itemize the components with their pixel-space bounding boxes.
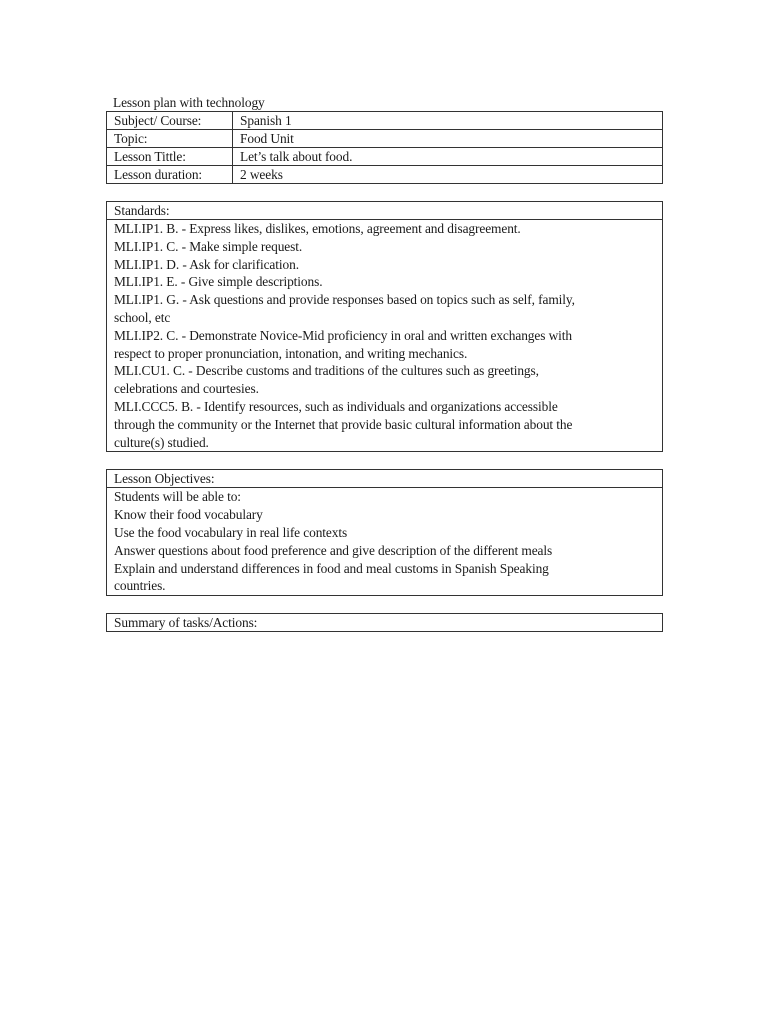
- list-item: respect to proper pronunciation, intonation, and writing mechanics.: [114, 345, 468, 361]
- list-item: MLI.IP1. E. - Give simple descriptions.: [114, 274, 323, 290]
- list-item: MLI.IP1. G. - Ask questions and provide responses based on topics such as self, family,: [114, 292, 575, 308]
- standards-section: [106, 201, 663, 452]
- document-title: Lesson plan with technology: [113, 95, 265, 110]
- list-item: culture(s) studied.: [114, 434, 209, 450]
- lesson-title-label: Lesson Tittle:: [107, 148, 233, 166]
- table-row: [107, 112, 663, 130]
- list-item: countries.: [114, 578, 166, 594]
- table-row: [107, 166, 663, 184]
- summary-heading: Summary of tasks/Actions:: [114, 615, 258, 631]
- list-item: through the community or the Internet that provide basic cultural information about the: [114, 416, 573, 432]
- list-item: MLI.IP1. D. - Ask for clarification.: [114, 256, 299, 272]
- lesson-plan-page: [106, 94, 663, 632]
- list-item: school, etc: [114, 309, 171, 325]
- list-item: MLI.CCC5. B. - Identify resources, such as individuals and organizations accessible: [114, 398, 558, 414]
- table-row: [107, 130, 663, 148]
- summary-section: [106, 613, 663, 632]
- objectives-heading: Lesson Objectives:: [107, 470, 662, 488]
- list-item: Students will be able to:: [114, 489, 241, 505]
- list-item: Answer questions about food preference and give description of the different meals: [114, 542, 553, 558]
- subject-label: Subject/ Course:: [107, 112, 233, 130]
- list-item: MLI.IP2. C. - Demonstrate Novice-Mid proficiency in oral and written exchanges with: [114, 327, 573, 343]
- lesson-info-table: [106, 111, 663, 184]
- objectives-list: [107, 488, 662, 595]
- list-item: MLI.IP1. C. - Make simple request.: [114, 238, 303, 254]
- duration-label: Lesson duration:: [107, 166, 233, 184]
- table-row: [107, 148, 663, 166]
- standards-heading: Standards:: [107, 202, 662, 220]
- list-item: celebrations and courtesies.: [114, 381, 259, 397]
- list-item: MLI.CU1. C. - Describe customs and traditions of the cultures such as greetings,: [114, 363, 539, 379]
- subject-value: Spanish 1: [233, 112, 663, 130]
- list-item: Know their food vocabulary: [114, 507, 263, 523]
- lesson-title-value: Let’s talk about food.: [233, 148, 663, 166]
- list-item: Use the food vocabulary in real life contexts: [114, 524, 348, 540]
- list-item: Explain and understand differences in food and meal customs in Spanish Speaking: [114, 560, 549, 576]
- duration-value: 2 weeks: [233, 166, 663, 184]
- topic-value: Food Unit: [233, 130, 663, 148]
- topic-label: Topic:: [107, 130, 233, 148]
- standards-list: [107, 220, 662, 451]
- objectives-section: [106, 469, 663, 596]
- list-item: MLI.IP1. B. - Express likes, dislikes, emotions, agreement and disagreement.: [114, 221, 521, 236]
